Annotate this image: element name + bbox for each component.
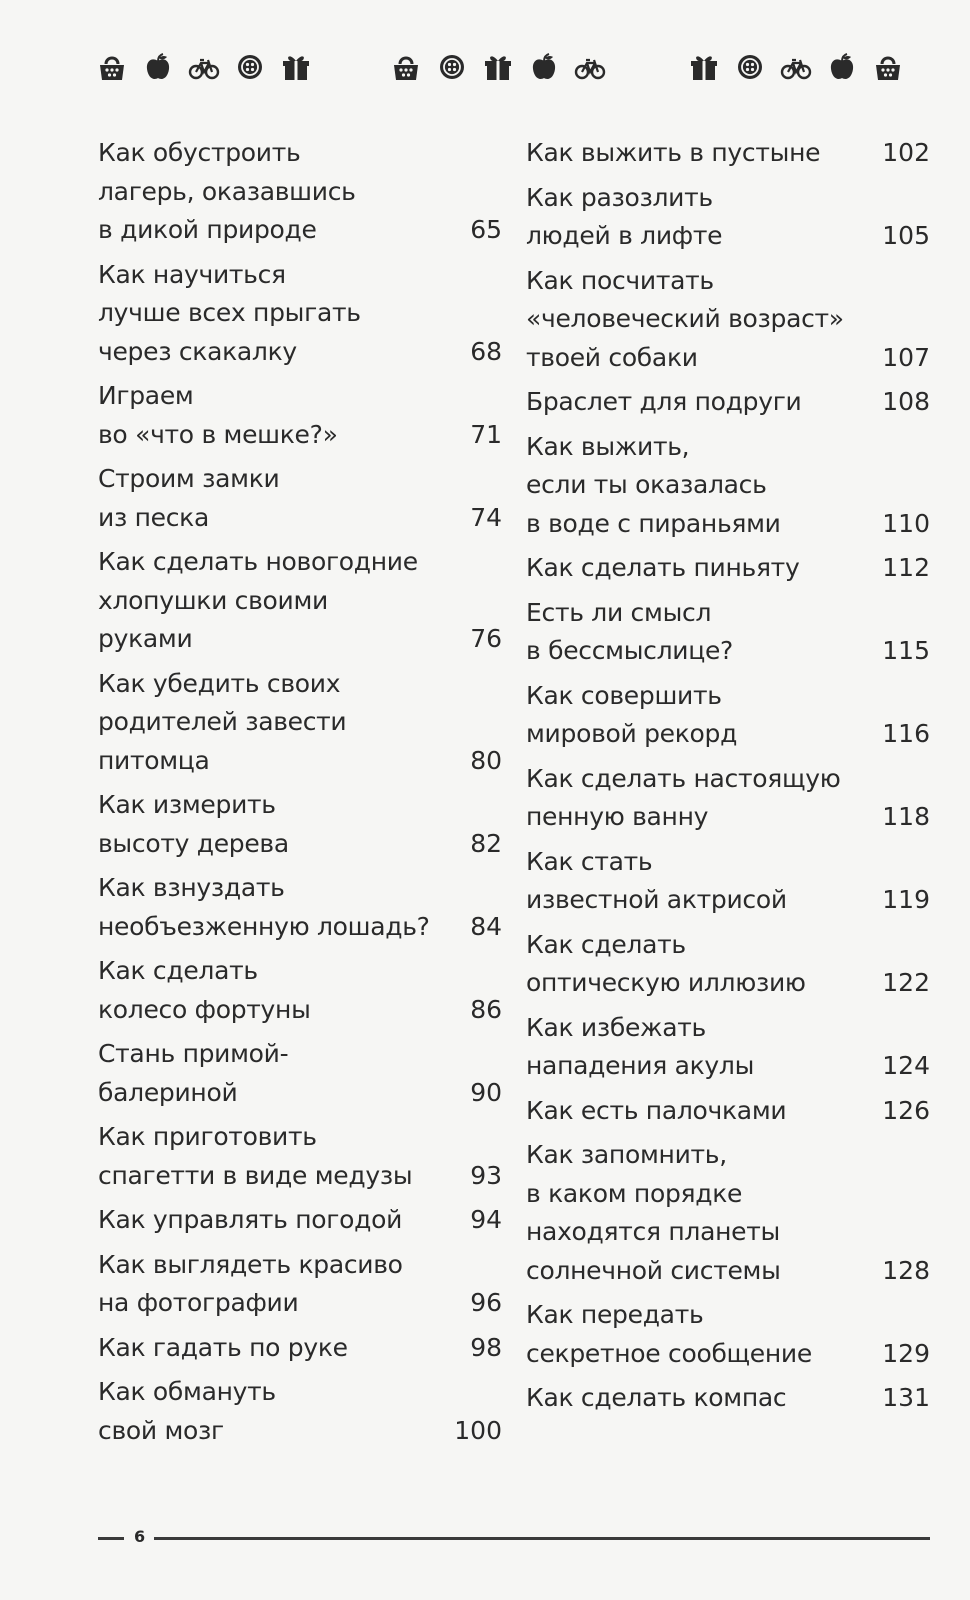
toc-entry-page-number: 129 [882,1338,930,1368]
toc-entry [526,926,930,1003]
toc-entry-title-line: Как взнуздать [98,873,285,902]
toc-entry-title-line: Как сделать [526,929,686,959]
gift-icon [688,52,720,82]
toc-left-column [98,134,502,1456]
toc-entry-title [98,1201,438,1240]
toc-entry-title-line: Как обмануть [98,1377,276,1406]
toc-entry-title-line: лагерь, оказавшись [98,176,356,206]
toc-entry [526,1296,930,1373]
toc-entry-title-line: оптическую иллюзию [526,968,806,997]
toc-entry-title-line: Стань примой- [98,1039,289,1068]
toc-entry [98,952,502,1029]
toc-entry-title-line: Как есть палочками [526,1095,787,1125]
toc-entry-title-line: питомца [98,745,210,775]
toc-entry-page-number: 107 [882,342,930,372]
toc-entry [98,1035,502,1112]
toc-entry-title-line: высоту дерева [98,828,289,858]
toc-entry-title-line: Как научиться [98,259,286,289]
button-icon [436,52,468,82]
toc-entry-title [526,760,866,837]
toc-entry-title [98,1246,438,1323]
toc-entry-page-number: 110 [882,508,930,538]
toc-entry-title-line: Как совершить [526,680,722,710]
toc-entry-title-line: спагетти в виде медузы [98,1160,413,1190]
toc-entry [98,460,502,537]
gift-icon [482,52,514,82]
toc-entry-page-number: 122 [882,968,930,997]
toc-right-column [526,134,930,1424]
toc-entry-title [526,926,866,1003]
toc-entry-title-line: Как измерить [98,790,276,819]
toc-entry-title-line: Как запомнить, [526,1140,727,1169]
toc-entry-page-number: 68 [470,336,502,366]
toc-entry-title-line: во «что в мешке?» [98,419,338,449]
toc-entry-title [526,549,866,588]
handbag-icon [872,52,904,82]
toc-entry-title-line: родителей завести [98,707,347,736]
toc-entry-title [526,677,866,754]
toc-entry-title [526,1296,866,1373]
toc-entry-title-line: необъезженную лошадь? [98,911,430,941]
toc-entry [526,1009,930,1086]
toc-entry-title-line: находятся планеты [526,1217,780,1246]
toc-entry-title-line: Как управлять погодой [98,1205,403,1234]
toc-entry-title-line: в бессмыслице? [526,636,734,665]
toc-entry-title-line: Как обустроить [98,138,301,167]
toc-entry [98,786,502,863]
handbag-icon [390,52,422,82]
handbag-icon [96,52,128,82]
toc-entry-page-number: 74 [470,502,502,532]
toc-entry-title-line: в воде с пираньями [526,508,781,538]
apple-icon [528,52,560,82]
toc-entry-page-number: 118 [882,802,930,831]
toc-entry-title-line: Как сделать пиньяту [526,553,800,582]
toc-entry [526,843,930,920]
footer-rule [154,1537,930,1540]
toc-entry-page-number: 105 [882,221,930,250]
toc-entry-title-line: солнечной системы [526,1255,781,1285]
apple-icon [826,52,858,82]
toc-entry-title-line: Как гадать по руке [98,1332,348,1362]
toc-entry [526,134,930,173]
toc-entry-title [526,843,866,920]
toc-entry-page-number: 76 [470,624,502,653]
toc-entry-page-number: 128 [882,1255,930,1285]
button-icon [234,52,266,82]
toc-entry-title [526,1092,866,1131]
header-icon-group-3 [688,52,904,82]
toc-entry [98,1201,502,1240]
toc-entry-title-line: Играем [98,381,194,410]
toc-entry-title-line: секретное сообщение [526,1338,812,1368]
toc-entry-title-line: Как сделать компас [526,1383,787,1412]
toc-entry-page-number: 119 [882,885,930,914]
toc-entry [98,1118,502,1195]
toc-entry [526,1092,930,1131]
toc-entry [526,760,930,837]
toc-entry [526,383,930,422]
toc-entry-page-number: 96 [470,1288,502,1317]
button-icon [734,52,766,82]
toc-entry-page-number: 115 [882,636,930,665]
footer-page-number: 6 [134,1527,146,1546]
header-icon-group-1 [96,52,312,82]
toc-entry-title-line: Браслет для подруги [526,387,802,416]
toc-entry-title-line: Как выглядеть красиво [98,1249,403,1279]
toc-entry-title [526,1379,866,1418]
toc-entry-title-line: в дикой природе [98,215,317,244]
toc-entry-title [98,1329,438,1368]
toc-entry [526,262,930,378]
toc-entry-title-line: Как сделать настоящую [526,763,841,793]
toc-entry-title [98,786,438,863]
toc-entry-title-line: «человеческий возраст» [526,304,844,333]
toc-entry-title-line: Как сделать новогодние [98,547,418,576]
toc-entry-title-line: Как сделать [98,956,258,985]
bicycle-icon [780,52,812,82]
toc-entry-title-line: нападения акулы [526,1051,755,1080]
toc-entry [526,179,930,256]
toc-entry-title [98,256,438,372]
toc-entry-title [98,134,438,250]
toc-entry-page-number: 65 [470,215,502,244]
toc-entry [98,1329,502,1368]
toc-entry-title-line: на фотографии [98,1288,299,1317]
toc-entry-page-number: 100 [454,1415,502,1445]
toc-entry-title-line: Как убедить своих [98,668,341,698]
toc-entry-title [526,383,866,422]
toc-entry-title [98,460,438,537]
toc-entry-title [526,1136,866,1290]
toc-entry-title-line: лучше всех прыгать [98,298,361,327]
gift-icon [280,52,312,82]
toc-entry-title-line: через скакалку [98,336,297,366]
toc-entry-title [98,1118,438,1195]
toc-entry-title-line: Как передать [526,1300,704,1329]
toc-entry-title [98,665,438,781]
toc-entry [98,256,502,372]
toc-entry-title-line: Как разозлить [526,182,713,212]
toc-entry [526,428,930,544]
toc-entry-title-line: руками [98,624,193,653]
toc-entry-page-number: 126 [882,1095,930,1125]
toc-entry [98,1246,502,1323]
toc-entry-title [526,594,866,671]
footer-dash [98,1537,124,1540]
header-icons-row [0,52,970,88]
toc-entry-title-line: Как выжить, [526,431,690,461]
toc-entry-title-line: твоей собаки [526,342,698,372]
toc-entry-title [98,869,438,946]
toc-entry-title-line: Как стать [526,846,653,876]
toc-entry-title [98,377,438,454]
toc-entry-title [98,543,438,659]
toc-entry [98,869,502,946]
toc-entry-title-line: Есть ли смысл [526,597,712,627]
toc-entry-title-line: балериной [98,1077,238,1107]
toc-entry-title-line: Как избежать [526,1012,706,1042]
toc-entry-title-line: мировой рекорд [526,719,738,748]
toc-entry [98,665,502,781]
toc-entry-page-number: 98 [470,1332,502,1362]
toc-entry-page-number: 82 [470,828,502,858]
toc-entry-title-line: Строим замки [98,464,280,493]
toc-entry-title [98,1035,438,1112]
toc-entry-page-number: 80 [470,745,502,775]
toc-entry-title-line: колесо фортуны [98,994,311,1024]
toc-entry-title [526,134,866,173]
toc-entry-page-number: 90 [470,1077,502,1107]
toc-entry-page-number: 86 [470,994,502,1024]
toc-entry-page-number: 93 [470,1160,502,1190]
toc-entry-page-number: 94 [470,1205,502,1234]
header-icon-group-2 [390,52,606,82]
toc-entry-page-number: 71 [470,419,502,449]
toc-entry [98,543,502,659]
toc-entry [98,134,502,250]
toc-entry-page-number: 116 [882,719,930,748]
toc-entry-title-line: из песка [98,502,209,532]
toc-entry-title [526,1009,866,1086]
toc-entry-title-line: Как выжить в пустыне [526,138,821,167]
toc-entry-title [526,179,866,256]
toc-entry-title-line: пенную ванну [526,802,709,831]
toc-entry-title-line: Как посчитать [526,265,714,295]
bicycle-icon [188,52,220,82]
bicycle-icon [574,52,606,82]
toc-entry-title [98,952,438,1029]
toc-entry-title-line: хлопушки своими [98,585,329,615]
toc-entry [526,677,930,754]
toc-entry [526,594,930,671]
toc-entry-title-line: людей в лифте [526,221,723,250]
toc-entry-page-number: 84 [470,911,502,941]
toc-entry-page-number: 108 [882,387,930,416]
toc-entry-page-number: 112 [882,553,930,582]
toc-entry-title [526,428,866,544]
toc-entry-title [526,262,866,378]
toc-entry [526,549,930,588]
toc-entry-title-line: в каком порядке [526,1178,743,1208]
toc-entry-page-number: 102 [882,138,930,167]
toc-entry [98,377,502,454]
toc-entry-title-line: если ты оказалась [526,470,767,499]
toc-entry-title-line: Как приготовить [98,1122,317,1151]
toc-entry [526,1379,930,1418]
toc-entry-page-number: 124 [882,1051,930,1080]
page-footer [98,1528,930,1548]
toc-entry-title-line: известной актрисой [526,885,787,914]
toc-entry-page-number: 131 [882,1383,930,1412]
toc-entry-title [98,1373,438,1450]
toc-entry-title-line: свой мозг [98,1415,224,1445]
toc-entry [526,1136,930,1290]
toc-entry [98,1373,502,1450]
apple-icon [142,52,174,82]
